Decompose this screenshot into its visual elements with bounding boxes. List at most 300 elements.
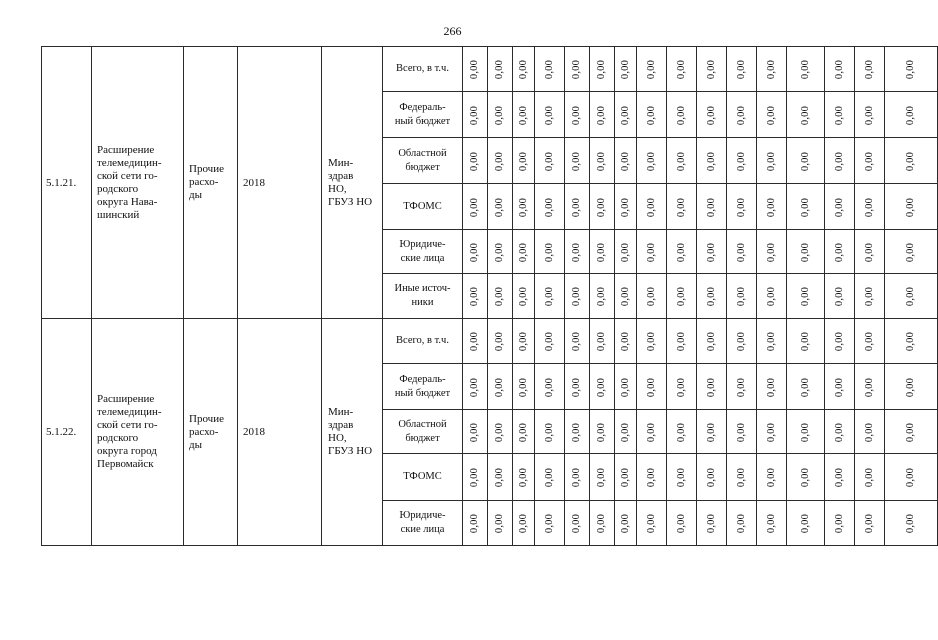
value-text: 0,00	[834, 422, 845, 442]
value-cell	[463, 184, 488, 230]
value-text: 0,00	[494, 331, 506, 352]
value-cell	[637, 454, 667, 501]
value-cell	[637, 92, 667, 138]
value-text: 0,00	[676, 286, 687, 307]
funding-source-text: ТФОМС	[403, 471, 442, 482]
value-cell	[615, 138, 637, 184]
value-cell	[855, 47, 885, 92]
value-cell	[513, 274, 535, 319]
value-cell	[637, 47, 667, 92]
funding-source-text: ТФОМС	[403, 200, 442, 212]
value-cell	[757, 410, 787, 454]
value-text: 0,00	[766, 377, 777, 397]
value-cell	[590, 184, 615, 230]
value-text: 0,00	[834, 151, 845, 171]
value-text: 0,00	[571, 197, 583, 217]
value-text: 0,00	[905, 467, 917, 488]
value-cell	[463, 410, 488, 454]
value-text: 0,00	[518, 286, 529, 307]
value-cell	[590, 230, 615, 274]
value-text: 0,00	[518, 331, 529, 352]
value-cell	[637, 501, 667, 546]
year-cell-text: 2018	[243, 176, 265, 189]
value-cell	[667, 410, 697, 454]
value-cell	[885, 364, 938, 410]
value-text: 0,00	[544, 151, 555, 171]
value-cell	[885, 274, 938, 319]
page-number: 266	[443, 24, 462, 38]
value-text: 0,00	[620, 242, 631, 262]
funding-source-label	[383, 274, 463, 319]
value-cell	[667, 364, 697, 410]
value-cell	[590, 501, 615, 546]
value-cell	[513, 319, 535, 364]
value-cell	[727, 230, 757, 274]
value-text: 0,00	[766, 467, 777, 488]
value-cell	[488, 47, 513, 92]
value-text: 0,00	[518, 377, 529, 397]
value-cell	[637, 319, 667, 364]
value-cell	[535, 501, 565, 546]
value-text: 0,00	[736, 513, 747, 534]
value-text: 0,00	[834, 286, 845, 307]
value-cell	[667, 230, 697, 274]
value-cell	[513, 184, 535, 230]
value-text: 0,00	[834, 197, 845, 217]
value-cell	[727, 454, 757, 501]
funding-source-text: Областной бюджет	[398, 418, 447, 444]
value-text: 0,00	[736, 422, 747, 442]
value-cell	[513, 410, 535, 454]
value-text: 0,00	[736, 151, 747, 171]
row-number-text: 5.1.22.	[46, 426, 77, 438]
value-text: 0,00	[544, 467, 555, 488]
value-cell	[855, 501, 885, 546]
value-cell	[615, 47, 637, 92]
value-cell	[667, 501, 697, 546]
value-text: 0,00	[834, 331, 845, 352]
value-text: 0,00	[596, 513, 608, 534]
value-text: 0,00	[800, 59, 811, 80]
value-cell	[565, 230, 590, 274]
value-text: 0,00	[620, 59, 631, 80]
value-cell	[615, 184, 637, 230]
expense-type	[184, 47, 238, 319]
value-cell	[513, 364, 535, 410]
budget-table	[41, 46, 938, 546]
value-cell	[757, 138, 787, 184]
value-text: 0,00	[736, 331, 747, 352]
value-cell	[637, 184, 667, 230]
value-text: 0,00	[571, 59, 583, 80]
value-text: 0,00	[469, 242, 481, 262]
value-text: 0,00	[864, 286, 875, 307]
table-row	[42, 47, 938, 92]
value-text: 0,00	[571, 242, 583, 262]
value-text: 0,00	[571, 513, 583, 534]
value-text: 0,00	[596, 286, 608, 307]
value-text: 0,00	[544, 105, 555, 125]
value-cell	[825, 454, 855, 501]
value-text: 0,00	[706, 377, 717, 397]
value-cell	[488, 274, 513, 319]
value-cell	[885, 138, 938, 184]
value-cell	[488, 410, 513, 454]
value-text: 0,00	[494, 422, 506, 442]
value-text: 0,00	[766, 151, 777, 171]
value-cell	[513, 454, 535, 501]
funding-source-label	[383, 47, 463, 92]
value-cell	[787, 410, 825, 454]
value-text: 0,00	[676, 377, 687, 397]
value-text: 0,00	[676, 422, 687, 442]
value-cell	[590, 92, 615, 138]
value-text: 0,00	[864, 59, 875, 80]
value-cell	[885, 47, 938, 92]
funding-source-label	[383, 92, 463, 138]
value-text: 0,00	[620, 105, 631, 125]
value-cell	[463, 47, 488, 92]
funding-source-label	[383, 410, 463, 454]
value-cell	[757, 92, 787, 138]
value-cell	[727, 92, 757, 138]
value-text: 0,00	[469, 59, 481, 80]
funding-source-label	[383, 454, 463, 501]
value-text: 0,00	[834, 513, 845, 534]
value-cell	[697, 454, 727, 501]
value-cell	[697, 364, 727, 410]
value-text: 0,00	[834, 105, 845, 125]
value-text: 0,00	[518, 422, 529, 442]
value-cell	[463, 501, 488, 546]
value-text: 0,00	[864, 422, 875, 442]
value-cell	[590, 454, 615, 501]
value-text: 0,00	[706, 286, 717, 307]
value-text: 0,00	[544, 422, 555, 442]
value-text: 0,00	[676, 513, 687, 534]
value-text: 0,00	[596, 105, 608, 125]
funding-source-label	[383, 184, 463, 230]
value-cell	[727, 410, 757, 454]
value-text: 0,00	[544, 377, 555, 397]
value-cell	[513, 501, 535, 546]
value-text: 0,00	[864, 105, 875, 125]
value-cell	[565, 47, 590, 92]
value-text: 0,00	[905, 286, 917, 307]
value-cell	[697, 92, 727, 138]
value-cell	[488, 501, 513, 546]
value-cell	[757, 319, 787, 364]
value-text: 0,00	[620, 331, 631, 352]
value-text: 0,00	[544, 286, 555, 307]
value-text: 0,00	[736, 286, 747, 307]
value-cell	[590, 138, 615, 184]
value-text: 0,00	[571, 151, 583, 171]
value-text: 0,00	[620, 513, 631, 534]
value-text: 0,00	[544, 59, 555, 80]
value-cell	[787, 274, 825, 319]
value-cell	[565, 364, 590, 410]
funding-source-label	[383, 319, 463, 364]
value-text: 0,00	[596, 467, 608, 488]
value-cell	[825, 92, 855, 138]
value-cell	[885, 92, 938, 138]
value-cell	[787, 454, 825, 501]
value-text: 0,00	[676, 467, 687, 488]
value-cell	[885, 454, 938, 501]
value-cell	[825, 319, 855, 364]
value-cell	[513, 47, 535, 92]
value-cell	[727, 501, 757, 546]
value-cell	[615, 319, 637, 364]
value-text: 0,00	[706, 197, 717, 217]
value-cell	[727, 138, 757, 184]
value-cell	[855, 410, 885, 454]
value-cell	[757, 454, 787, 501]
value-cell	[488, 454, 513, 501]
value-cell	[535, 184, 565, 230]
row-number	[42, 47, 92, 319]
value-cell	[787, 364, 825, 410]
value-cell	[697, 47, 727, 92]
value-cell	[667, 92, 697, 138]
measure-name-text: Расширение телемедицин- ской сети го- родского округа город Первомайск	[97, 393, 162, 470]
value-cell	[535, 230, 565, 274]
value-text: 0,00	[736, 59, 747, 80]
value-text: 0,00	[864, 331, 875, 352]
value-cell	[667, 184, 697, 230]
value-cell	[463, 454, 488, 501]
value-text: 0,00	[544, 331, 555, 352]
value-text: 0,00	[571, 467, 583, 488]
value-cell	[825, 364, 855, 410]
value-cell	[667, 319, 697, 364]
funding-source-text: Федераль- ный бюджет	[394, 101, 451, 127]
value-text: 0,00	[800, 105, 811, 125]
value-text: 0,00	[905, 151, 917, 171]
value-cell	[535, 319, 565, 364]
value-cell	[757, 184, 787, 230]
value-text: 0,00	[571, 377, 583, 397]
value-cell	[855, 184, 885, 230]
value-text: 0,00	[676, 151, 687, 171]
value-cell	[727, 274, 757, 319]
value-cell	[825, 410, 855, 454]
executor-cell	[322, 319, 383, 546]
value-cell	[565, 319, 590, 364]
value-text: 0,00	[706, 331, 717, 352]
value-cell	[637, 138, 667, 184]
value-cell	[855, 230, 885, 274]
value-text: 0,00	[646, 467, 657, 488]
value-text: 0,00	[766, 331, 777, 352]
value-text: 0,00	[646, 513, 657, 534]
value-text: 0,00	[864, 467, 875, 488]
value-cell	[787, 184, 825, 230]
value-text: 0,00	[905, 331, 917, 352]
value-cell	[565, 92, 590, 138]
value-text: 0,00	[905, 377, 917, 397]
value-cell	[825, 501, 855, 546]
value-cell	[463, 319, 488, 364]
value-text: 0,00	[736, 242, 747, 262]
value-cell	[463, 364, 488, 410]
value-cell	[727, 184, 757, 230]
measure-name-text: Расширение телемедицин- ской сети го- родского округа Нава- шинский	[97, 143, 162, 221]
value-cell	[488, 184, 513, 230]
value-cell	[535, 138, 565, 184]
value-cell	[615, 501, 637, 546]
value-text: 0,00	[646, 151, 657, 171]
value-text: 0,00	[676, 197, 687, 217]
executor-cell	[322, 47, 383, 319]
value-text: 0,00	[469, 467, 481, 488]
value-cell	[463, 274, 488, 319]
value-cell	[667, 274, 697, 319]
value-text: 0,00	[469, 197, 481, 217]
value-cell	[757, 47, 787, 92]
value-cell	[727, 47, 757, 92]
value-text: 0,00	[494, 286, 506, 307]
value-text: 0,00	[800, 151, 811, 171]
value-text: 0,00	[646, 197, 657, 217]
value-text: 0,00	[766, 242, 777, 262]
value-text: 0,00	[596, 59, 608, 80]
value-cell	[615, 410, 637, 454]
value-cell	[565, 184, 590, 230]
value-cell	[787, 138, 825, 184]
funding-source-text: Всего, в т.ч.	[396, 63, 449, 74]
value-text: 0,00	[676, 59, 687, 80]
value-text: 0,00	[766, 422, 777, 442]
executor-cell-text: Мин- здрав НО, ГБУЗ НО	[328, 406, 373, 457]
value-text: 0,00	[864, 377, 875, 397]
value-text: 0,00	[646, 286, 657, 307]
value-text: 0,00	[571, 105, 583, 125]
value-cell	[513, 230, 535, 274]
value-cell	[488, 138, 513, 184]
year-cell-text: 2018	[243, 426, 265, 438]
value-text: 0,00	[469, 286, 481, 307]
value-cell	[787, 92, 825, 138]
value-text: 0,00	[544, 242, 555, 262]
value-cell	[590, 364, 615, 410]
value-text: 0,00	[800, 242, 811, 262]
value-cell	[565, 274, 590, 319]
table-row	[42, 319, 938, 364]
value-cell	[535, 92, 565, 138]
value-cell	[615, 230, 637, 274]
value-text: 0,00	[706, 422, 717, 442]
value-cell	[825, 274, 855, 319]
value-text: 0,00	[620, 151, 631, 171]
value-cell	[535, 47, 565, 92]
value-text: 0,00	[676, 331, 687, 352]
value-cell	[825, 230, 855, 274]
value-text: 0,00	[469, 513, 481, 534]
value-cell	[855, 92, 885, 138]
value-text: 0,00	[646, 422, 657, 442]
value-text: 0,00	[766, 105, 777, 125]
value-cell	[697, 501, 727, 546]
value-text: 0,00	[544, 513, 555, 534]
value-text: 0,00	[469, 377, 481, 397]
funding-source-label	[383, 501, 463, 546]
value-cell	[488, 364, 513, 410]
value-cell	[697, 274, 727, 319]
value-text: 0,00	[494, 467, 506, 488]
value-text: 0,00	[646, 377, 657, 397]
value-text: 0,00	[834, 59, 845, 80]
value-text: 0,00	[706, 467, 717, 488]
value-text: 0,00	[620, 377, 631, 397]
value-cell	[667, 47, 697, 92]
value-text: 0,00	[800, 377, 811, 397]
funding-source-text: Федераль- ный бюджет	[394, 373, 451, 399]
value-text: 0,00	[596, 331, 608, 352]
value-cell	[667, 454, 697, 501]
value-text: 0,00	[620, 422, 631, 442]
value-cell	[757, 230, 787, 274]
value-text: 0,00	[494, 377, 506, 397]
value-text: 0,00	[571, 331, 583, 352]
value-text: 0,00	[518, 513, 529, 534]
value-text: 0,00	[646, 331, 657, 352]
value-cell	[697, 410, 727, 454]
value-text: 0,00	[544, 197, 555, 217]
value-cell	[565, 501, 590, 546]
value-text: 0,00	[834, 377, 845, 397]
value-text: 0,00	[864, 151, 875, 171]
value-text: 0,00	[905, 242, 917, 262]
value-text: 0,00	[706, 242, 717, 262]
value-text: 0,00	[518, 151, 529, 171]
value-cell	[885, 319, 938, 364]
value-text: 0,00	[706, 59, 717, 80]
funding-source-text: Юридиче- ские лица	[399, 238, 446, 264]
value-text: 0,00	[596, 151, 608, 171]
value-cell	[488, 319, 513, 364]
value-cell	[463, 92, 488, 138]
value-text: 0,00	[469, 151, 481, 171]
row-number	[42, 319, 92, 546]
value-cell	[825, 47, 855, 92]
value-cell	[488, 230, 513, 274]
value-text: 0,00	[905, 105, 917, 125]
value-text: 0,00	[518, 197, 529, 217]
value-text: 0,00	[596, 422, 608, 442]
value-cell	[667, 138, 697, 184]
value-text: 0,00	[864, 197, 875, 217]
value-cell	[535, 454, 565, 501]
value-text: 0,00	[766, 197, 777, 217]
funding-source-label	[383, 364, 463, 410]
expense-type-text: Прочие расхо- ды	[189, 412, 224, 451]
value-cell	[697, 184, 727, 230]
value-text: 0,00	[706, 105, 717, 125]
value-cell	[825, 184, 855, 230]
value-text: 0,00	[494, 242, 506, 262]
value-cell	[885, 230, 938, 274]
funding-source-text: Всего, в т.ч.	[396, 335, 449, 346]
value-cell	[855, 319, 885, 364]
expense-type-text: Прочие расхо- ды	[189, 163, 224, 201]
value-cell	[825, 138, 855, 184]
funding-source-label	[383, 138, 463, 184]
value-text: 0,00	[766, 513, 777, 534]
value-text: 0,00	[766, 59, 777, 80]
value-text: 0,00	[736, 105, 747, 125]
